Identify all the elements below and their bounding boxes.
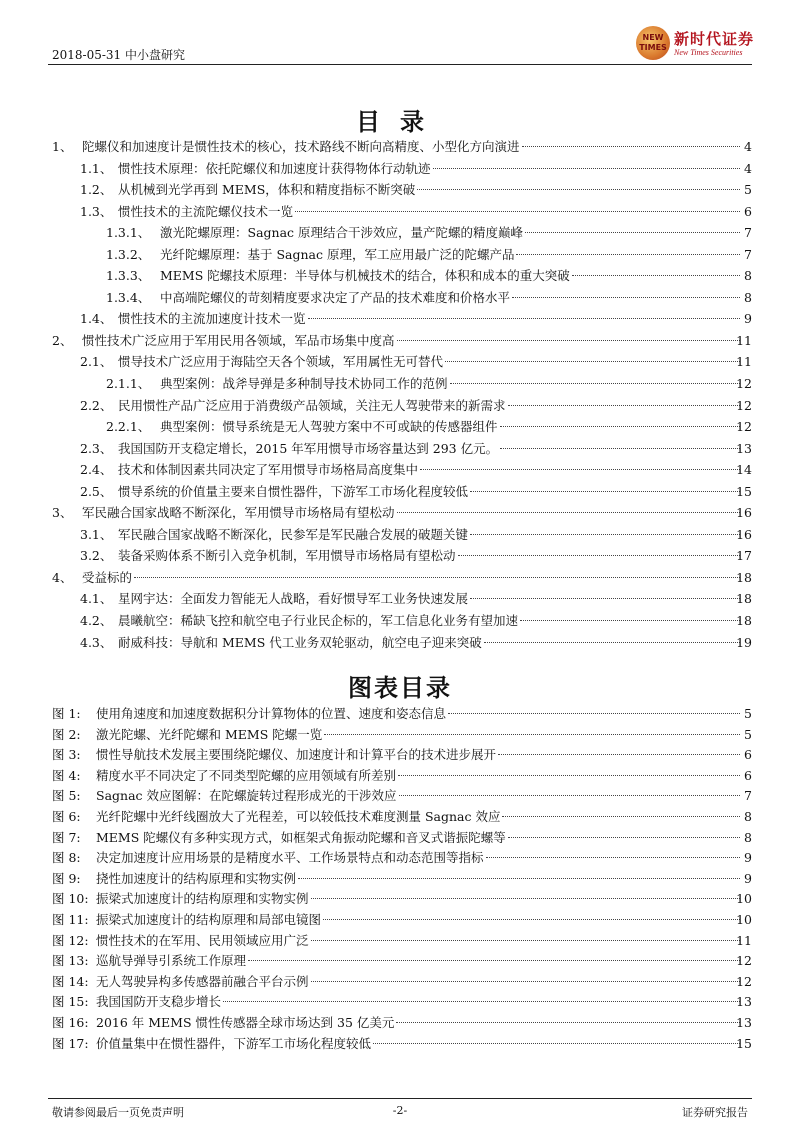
entry-text: 晨曦航空：稀缺飞控和航空电子行业民企标的，军工信息化业务有望加速 — [118, 610, 518, 632]
toc-entry[interactable] — [0, 416, 800, 438]
dot-leader — [470, 491, 740, 492]
toc-entry[interactable] — [0, 158, 800, 180]
entry-text: 使用角速度和加速度数据积分计算物体的位置、速度和姿态信息 — [96, 704, 446, 725]
entry-leader — [118, 481, 742, 503]
entry-number: 图 14: — [52, 973, 89, 989]
toc-entry[interactable] — [0, 588, 800, 610]
toc-entry[interactable] — [0, 287, 800, 309]
entry-page-number: 8 — [744, 829, 752, 845]
figure-entry[interactable] — [0, 951, 800, 972]
entry-number: 4.1、 — [80, 591, 113, 607]
entry-number: 图 15: — [52, 994, 89, 1010]
entry-page-number: 10 — [736, 911, 752, 927]
dot-leader — [311, 981, 740, 982]
entry-page-number: 18 — [736, 613, 752, 629]
entry-leader — [118, 438, 742, 460]
entry-text: 中高端陀螺仪的苛刻精度要求决定了产品的技术难度和价格水平 — [160, 287, 510, 309]
toc-list — [0, 136, 800, 653]
entry-number: 2、 — [52, 332, 73, 348]
entry-page-number: 18 — [736, 591, 752, 607]
entry-number: 图 9: — [52, 870, 81, 886]
toc-entry[interactable] — [0, 265, 800, 287]
header-date-section: 2018-05-31 中小盘研究 — [52, 48, 186, 62]
entry-leader — [96, 931, 742, 952]
entry-leader — [118, 201, 742, 223]
dot-leader — [420, 469, 740, 470]
figure-entry[interactable] — [0, 725, 800, 746]
entry-number: 图 11: — [52, 911, 89, 927]
dot-leader — [522, 146, 740, 147]
dot-leader — [396, 1022, 740, 1023]
entry-number: 图 3: — [52, 747, 81, 763]
entry-leader — [96, 828, 742, 849]
entry-page-number: 18 — [736, 569, 752, 585]
entry-leader — [96, 889, 742, 910]
toc-entry[interactable] — [0, 524, 800, 546]
entry-leader — [96, 725, 742, 746]
page-header — [0, 0, 800, 70]
entry-leader — [96, 1013, 742, 1034]
figure-entry[interactable] — [0, 704, 800, 725]
entry-text: 星网宇达：全面发力智能无人战略，看好惯导军工业务快速发展 — [118, 588, 468, 610]
entry-page-number: 16 — [736, 505, 752, 521]
entry-text: 光纤陀螺原理：基于 Sagnac 原理，军工应用最广泛的陀螺产品 — [160, 244, 514, 266]
entry-page-number: 10 — [736, 891, 752, 907]
entry-text: 惯性技术的主流陀螺仪技术一览 — [118, 201, 293, 223]
entry-page-number: 6 — [744, 747, 752, 763]
dot-leader — [508, 837, 740, 838]
toc-entry[interactable] — [0, 222, 800, 244]
entry-leader — [118, 459, 742, 481]
figure-entry[interactable] — [0, 786, 800, 807]
entry-number: 2.2、 — [80, 397, 113, 413]
entry-page-number: 16 — [736, 526, 752, 542]
entry-page-number: 5 — [744, 726, 752, 742]
entry-text: 技术和体制因素共同决定了军用惯导市场格局高度集中 — [118, 459, 418, 481]
entry-leader — [118, 351, 742, 373]
entry-page-number: 6 — [744, 203, 752, 219]
entry-page-number: 15 — [736, 483, 752, 499]
entry-number: 图 8: — [52, 850, 81, 866]
entry-text: 耐威科技：导航和 MEMS 代工业务双轮驱动，航空电子迎来突破 — [118, 632, 482, 654]
page-number: -2- — [392, 1104, 408, 1117]
entry-number: 2.1.1、 — [106, 376, 151, 392]
figure-entry[interactable] — [0, 745, 800, 766]
dot-leader — [486, 857, 740, 858]
dot-leader — [458, 555, 740, 556]
entry-leader — [82, 502, 742, 524]
toc-entry[interactable] — [0, 351, 800, 373]
entry-number: 2.5、 — [80, 483, 113, 499]
entry-page-number: 12 — [736, 376, 752, 392]
entry-page-number: 17 — [736, 548, 752, 564]
dot-leader — [445, 361, 740, 362]
entry-text: MEMS 陀螺仪有多种实现方式，如框架式角振动陀螺和音叉式谐振陀螺等 — [96, 828, 506, 849]
entry-leader — [82, 567, 742, 589]
toc-entry[interactable] — [0, 438, 800, 460]
entry-number: 图 7: — [52, 829, 81, 845]
entry-number: 1.3.3、 — [106, 268, 151, 284]
entry-number: 1.2、 — [80, 182, 113, 198]
entry-text: 民用惯性产品广泛应用于消费级产品领域，关注无人驾驶带来的新需求 — [118, 395, 506, 417]
entry-page-number: 6 — [744, 767, 752, 783]
entry-page-number: 7 — [744, 225, 752, 241]
dot-leader — [223, 1001, 740, 1002]
entry-text: 惯导系统的价值量主要来自惯性器件，下游军工市场化程度较低 — [118, 481, 468, 503]
entry-page-number: 12 — [736, 953, 752, 969]
dot-leader — [484, 642, 740, 643]
entry-text: 军民融合国家战略不断深化，军用惯导市场格局有望松动 — [82, 502, 395, 524]
figure-list — [0, 704, 800, 1054]
dot-leader — [448, 713, 740, 714]
entry-page-number: 14 — [736, 462, 752, 478]
entry-page-number: 13 — [736, 440, 752, 456]
dot-leader — [298, 878, 740, 879]
entry-number: 1.4、 — [80, 311, 113, 327]
company-logo — [636, 26, 764, 62]
entry-leader — [96, 766, 742, 787]
entry-leader — [160, 265, 742, 287]
entry-page-number: 11 — [736, 354, 752, 370]
entry-leader — [96, 910, 742, 931]
entry-text: 振梁式加速度计的结构原理和实物实例 — [96, 889, 309, 910]
toc-entry[interactable] — [0, 545, 800, 567]
dot-leader — [397, 340, 740, 341]
toc-title: 目录 — [356, 108, 444, 136]
entry-number: 图 2: — [52, 726, 81, 742]
toc-entry[interactable] — [0, 567, 800, 589]
figure-entry[interactable] — [0, 766, 800, 787]
entry-text: 典型案例：惯导系统是无人驾驶方案中不可或缺的传感器组件 — [160, 416, 498, 438]
dot-leader — [398, 775, 740, 776]
logo-company-name: 新时代证券 — [674, 30, 755, 48]
entry-leader — [96, 1034, 742, 1055]
figure-entry[interactable] — [0, 972, 800, 993]
footer-divider — [48, 1098, 752, 1099]
entry-number: 图 12: — [52, 932, 89, 948]
entry-text: 惯性技术原理：依托陀螺仪和加速度计获得物体行动轨迹 — [118, 158, 431, 180]
entry-leader — [118, 395, 742, 417]
logo-company-name-en: New Times Securities — [674, 48, 743, 57]
figure-entry[interactable] — [0, 1034, 800, 1055]
entry-leader — [160, 244, 742, 266]
dot-leader — [311, 898, 740, 899]
entry-page-number: 11 — [736, 332, 752, 348]
entry-text: 振梁式加速度计的结构原理和局部电镜图 — [96, 910, 321, 931]
entry-text: 典型案例：战斧导弹是多种制导技术协同工作的范例 — [160, 373, 448, 395]
entry-leader — [118, 158, 742, 180]
toc-entry[interactable] — [0, 502, 800, 524]
entry-leader — [160, 416, 742, 438]
entry-number: 1.1、 — [80, 160, 113, 176]
dot-leader — [417, 189, 740, 190]
entry-number: 图 4: — [52, 767, 81, 783]
entry-leader — [118, 308, 742, 330]
toc-entry[interactable] — [0, 481, 800, 503]
entry-page-number: 4 — [744, 139, 752, 154]
toc-entry[interactable] — [0, 308, 800, 330]
entry-page-number: 8 — [744, 268, 752, 284]
dot-leader — [248, 960, 740, 961]
dot-leader — [134, 577, 740, 578]
dot-leader — [397, 512, 740, 513]
entry-leader — [96, 951, 742, 972]
entry-page-number: 13 — [736, 994, 752, 1010]
entry-number: 1.3.2、 — [106, 246, 151, 262]
entry-text: 惯性技术广泛应用于军用民用各领域，军品市场集中度高 — [82, 330, 395, 352]
entry-page-number: 13 — [736, 1014, 752, 1030]
dot-leader — [311, 940, 740, 941]
entry-number: 图 6: — [52, 808, 81, 824]
entry-text: Sagnac 效应图解：在陀螺旋转过程形成光的干涉效应 — [96, 786, 397, 807]
figure-entry[interactable] — [0, 869, 800, 890]
entry-page-number: 9 — [744, 311, 752, 327]
entry-number: 2.3、 — [80, 440, 113, 456]
entry-text: 2016 年 MEMS 惯性传感器全球市场达到 35 亿美元 — [96, 1013, 394, 1034]
figure-entry[interactable] — [0, 807, 800, 828]
entry-leader — [96, 972, 742, 993]
entry-number: 2.1、 — [80, 354, 113, 370]
entry-number: 1.3、 — [80, 203, 113, 219]
entry-text: 价值量集中在惯性器件，下游军工市场化程度较低 — [96, 1034, 371, 1055]
toc-entry[interactable] — [0, 610, 800, 632]
entry-number: 4、 — [52, 569, 73, 585]
dot-leader — [373, 1043, 740, 1044]
entry-page-number: 8 — [744, 808, 752, 824]
entry-leader — [96, 807, 742, 828]
dot-leader — [324, 734, 740, 735]
entry-leader — [118, 588, 742, 610]
entry-page-number: 19 — [736, 634, 752, 650]
dot-leader — [498, 754, 740, 755]
entry-number: 2.4、 — [80, 462, 113, 478]
toc-entry[interactable] — [0, 395, 800, 417]
dot-leader — [572, 275, 740, 276]
entry-leader — [96, 704, 742, 725]
entry-number: 1.3.1、 — [106, 225, 151, 241]
entry-text: 从机械到光学再到 MEMS，体积和精度指标不断突破 — [118, 179, 415, 201]
entry-number: 1.3.4、 — [106, 289, 151, 305]
dot-leader — [500, 426, 740, 427]
dot-leader — [470, 598, 740, 599]
entry-number: 图 5: — [52, 788, 81, 804]
entry-text: 装备采购体系不断引入竞争机制，军用惯导市场格局有望松动 — [118, 545, 456, 567]
toc-entry[interactable] — [0, 632, 800, 654]
entry-number: 4.2、 — [80, 613, 113, 629]
entry-number: 图 1: — [52, 706, 81, 721]
entry-leader — [160, 287, 742, 309]
entry-leader — [96, 869, 742, 890]
dot-leader — [512, 297, 740, 298]
entry-number: 3.2、 — [80, 548, 113, 564]
entry-page-number: 12 — [736, 419, 752, 435]
dot-leader — [399, 795, 741, 796]
entry-text: 惯导技术广泛应用于海陆空天各个领域，军用属性无可替代 — [118, 351, 443, 373]
entry-page-number: 11 — [736, 932, 752, 948]
dot-leader — [508, 405, 740, 406]
figure-entry[interactable] — [0, 828, 800, 849]
entry-leader — [82, 330, 742, 352]
entry-text: 无人驾驶异构多传感器前融合平台示例 — [96, 972, 309, 993]
entry-text: 陀螺仪和加速度计是惯性技术的核心，技术路线不断向高精度、小型化方向演进 — [82, 136, 520, 158]
dot-leader — [516, 254, 740, 255]
toc-entry[interactable] — [0, 459, 800, 481]
entry-number: 2.2.1、 — [106, 419, 151, 435]
figure-entry[interactable] — [0, 910, 800, 931]
entry-number: 3、 — [52, 505, 73, 521]
logo-badge-icon: NEW TIMES — [636, 26, 670, 60]
entry-page-number: 4 — [744, 160, 752, 176]
toc-entry[interactable] — [0, 244, 800, 266]
toc-entry[interactable] — [0, 201, 800, 223]
dot-leader — [502, 816, 740, 817]
entry-number: 图 17: — [52, 1035, 89, 1051]
dot-leader — [295, 211, 740, 212]
entry-page-number: 7 — [744, 246, 752, 262]
entry-text: MEMS 陀螺技术原理：半导体与机械技术的结合，体积和成本的重大突破 — [160, 265, 570, 287]
entry-leader — [96, 745, 742, 766]
dot-leader — [500, 448, 740, 449]
figure-entry[interactable] — [0, 1013, 800, 1034]
dot-leader — [323, 919, 740, 920]
entry-text: 光纤陀螺中光纤线圈放大了光程差，可以较低技术难度测量 Sagnac 效应 — [96, 807, 500, 828]
footer-disclaimer: 敬请参阅最后一页免责声明 — [52, 1106, 184, 1119]
figure-entry[interactable] — [0, 889, 800, 910]
toc-entry[interactable] — [0, 330, 800, 352]
entry-text: 激光陀螺原理：Sagnac 原理结合干涉效应，量产陀螺的精度巅峰 — [160, 222, 523, 244]
entry-text: 惯性技术的主流加速度计技术一览 — [118, 308, 306, 330]
dot-leader — [433, 168, 740, 169]
entry-leader — [118, 545, 742, 567]
entry-text: 惯性技术的在军用、民用领域应用广泛 — [96, 931, 309, 952]
entry-text: 我国国防开支稳步增长 — [96, 992, 221, 1013]
entry-text: 我国国防开支稳定增长，2015 年军用惯导市场容量达到 293 亿元。 — [118, 438, 498, 460]
toc-entry[interactable] — [0, 136, 800, 158]
entry-leader — [82, 136, 742, 158]
entry-leader — [160, 373, 742, 395]
entry-text: 惯性导航技术发展主要围绕陀螺仪、加速度计和计算平台的技术进步展开 — [96, 745, 496, 766]
entry-leader — [96, 992, 742, 1013]
entry-number: 图 16: — [52, 1014, 89, 1030]
entry-page-number: 9 — [744, 870, 752, 886]
dot-leader — [470, 534, 740, 535]
entry-text: 激光陀螺、光纤陀螺和 MEMS 陀螺一览 — [96, 725, 322, 746]
entry-leader — [118, 632, 742, 654]
entry-leader — [118, 610, 742, 632]
entry-text: 决定加速度计应用场景的是精度水平、工作场景特点和动态范围等指标 — [96, 848, 484, 869]
entry-page-number: 12 — [736, 973, 752, 989]
entry-page-number: 5 — [744, 706, 752, 721]
dot-leader — [450, 383, 740, 384]
dot-leader — [520, 620, 740, 621]
entry-number: 图 13: — [52, 953, 89, 969]
toc-entry[interactable] — [0, 179, 800, 201]
entry-text: 挠性加速度计的结构原理和实物实例 — [96, 869, 296, 890]
dot-leader — [308, 318, 740, 319]
entry-leader — [118, 524, 742, 546]
entry-text: 军民融合国家战略不断深化，民参军是军民融合发展的破题关键 — [118, 524, 468, 546]
entry-page-number: 8 — [744, 289, 752, 305]
entry-leader — [118, 179, 742, 201]
figure-entry[interactable] — [0, 931, 800, 952]
entry-page-number: 9 — [744, 850, 752, 866]
entry-number: 1、 — [52, 139, 73, 154]
entry-page-number: 7 — [744, 788, 752, 804]
entry-page-number: 12 — [736, 397, 752, 413]
entry-number: 3.1、 — [80, 526, 113, 542]
entry-text: 精度水平不同决定了不同类型陀螺的应用领域有所差别 — [96, 766, 396, 787]
entry-leader — [96, 848, 742, 869]
entry-number: 4.3、 — [80, 634, 113, 650]
entry-leader — [160, 222, 742, 244]
header-divider — [48, 64, 752, 65]
footer-report-type: 证券研究报告 — [682, 1106, 748, 1119]
dot-leader — [525, 232, 740, 233]
toc-entry[interactable] — [0, 373, 800, 395]
entry-page-number: 5 — [744, 182, 752, 198]
figure-entry[interactable] — [0, 848, 800, 869]
figure-entry[interactable] — [0, 992, 800, 1013]
entry-leader — [96, 786, 742, 807]
figure-list-title: 图表目录 — [348, 674, 452, 702]
entry-number: 图 10: — [52, 891, 89, 907]
entry-text: 巡航导弹导引系统工作原理 — [96, 951, 246, 972]
entry-page-number: 15 — [736, 1035, 752, 1051]
entry-text: 受益标的 — [82, 567, 132, 589]
